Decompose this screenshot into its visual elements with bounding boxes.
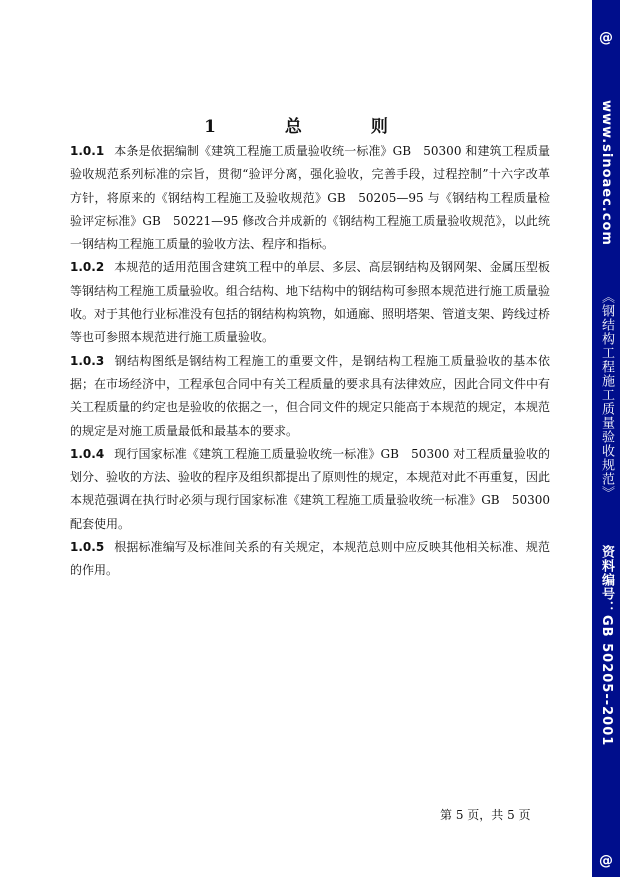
side-banner xyxy=(592,0,620,877)
at-icon: @ xyxy=(599,853,613,869)
clause-number: 1.0.4 xyxy=(70,446,105,461)
banner-doc-code: 资料编号：GB 50205--2001 xyxy=(599,545,614,747)
clause-number: 1.0.5 xyxy=(70,540,105,555)
at-icon: @ xyxy=(599,30,613,46)
banner-doc-title: 《钢结构工程施工质量验收规范》 xyxy=(599,290,614,500)
clause-number: 1.0.3 xyxy=(70,353,105,368)
clause-1-0-4 xyxy=(70,443,550,536)
clause-1-0-5 xyxy=(70,536,550,583)
clause-1-0-1 xyxy=(70,140,550,256)
clause-text: 钢结构图纸是钢结构工程施工的重要文件，是钢结构工程施工质量验收的基本依据；在市场经济中，工程承包合同中有关工程质量的要求具有法律效应，因此合同文件中有关工程质量的约定也是验收的依据之一，但合同文件的规定只能高于本规范的规定，本规范的规定是对施工质量最低和最基本的要求。 xyxy=(70,353,551,438)
clause-text: 本条是依据编制《建筑工程施工质量验收统一标准》GB 50300 和建筑工程质量验收规范系列标准的宗旨，贯彻“验评分离，强化验收，完善手段，过程控制”十六字改革方针，将原来的《钢结构工程施工及验收规范》GB 50205—95 与《钢结构工程质量检验评定标准》GB 50221—95 修改合并成新的《钢结构工程施工质量验收规范》，以此统一钢结构工程施工质量的验收方法、程序和指标。 xyxy=(70,144,550,252)
section-title: 1 总 则 xyxy=(204,117,414,137)
page-footer: 第 5 页，共 5 页 xyxy=(440,808,531,822)
clause-text: 根据标准编写及标准间关系的有关规定，本规范总则中应反映其他相关标准、规范的作用。 xyxy=(70,540,550,578)
clause-1-0-3 xyxy=(70,350,550,443)
document-body xyxy=(70,140,550,583)
clause-text: 本规范的适用范围含建筑工程中的单层、多层、高层钢结构及钢网架、金属压型板等钢结构工程施工质量验收。组合结构、地下结构中的钢结构可参照本规范进行施工质量验收。对于其他行业标准没有包括的钢结构构筑物，如通廊、照明塔架、管道支架、跨线过桥等也可参照本规范进行施工质量验收。 xyxy=(70,260,551,345)
website-link[interactable]: www.sinoaec.com xyxy=(599,100,614,246)
clause-text: 现行国家标准《建筑工程施工质量验收统一标准》GB 50300 对工程质量验收的划分、验收的方法、验收的程序及组织都提出了原则性的规定，本规范对此不再重复，因此本规范强调在执行时必须与现行国家标准《建筑工程施工质量验收统一标准》GB 50300 配套使用。 xyxy=(70,446,551,531)
clause-number: 1.0.2 xyxy=(70,260,105,275)
clause-number: 1.0.1 xyxy=(70,144,105,158)
clause-1-0-2 xyxy=(70,256,550,349)
